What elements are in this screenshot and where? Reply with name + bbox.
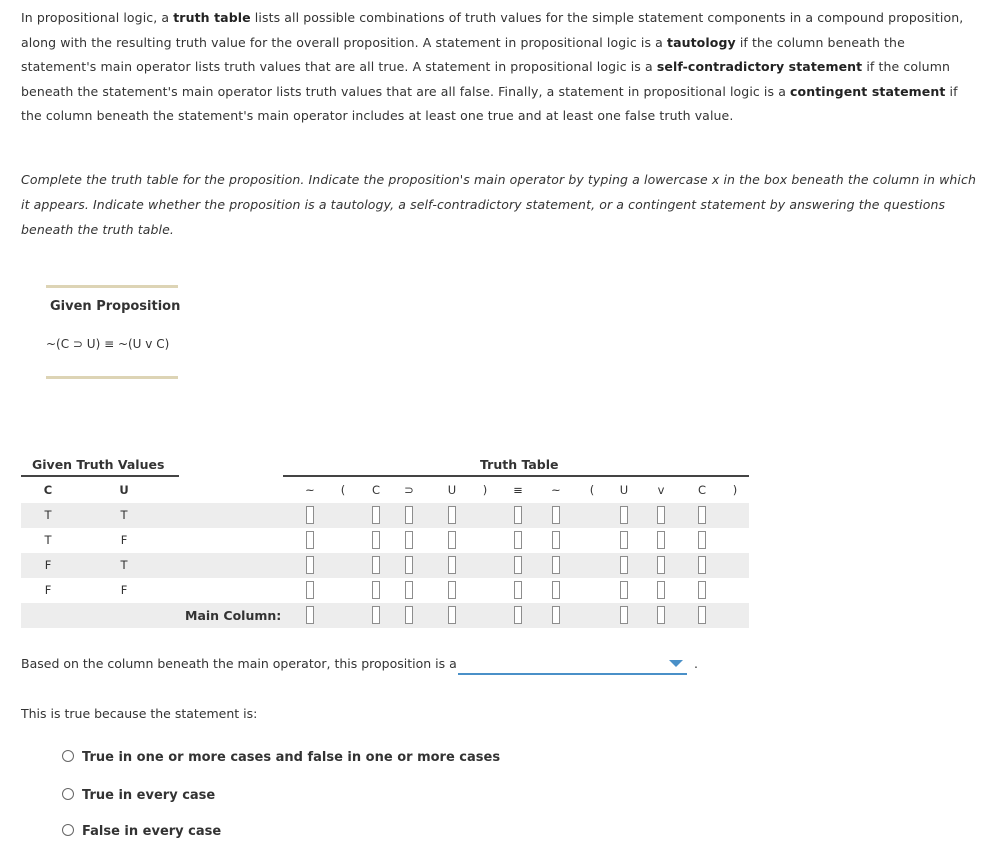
- symbol-header: (: [589, 483, 595, 497]
- given-col-header-u: U: [119, 483, 129, 497]
- given-col-header-c: C: [43, 483, 53, 497]
- truth-value-input[interactable]: [657, 506, 665, 524]
- term-contingent: contingent statement: [790, 83, 946, 99]
- truth-value-input[interactable]: [620, 581, 628, 599]
- truth-value-input[interactable]: [306, 506, 314, 524]
- main-column-input[interactable]: [514, 606, 522, 624]
- truth-value-input[interactable]: [552, 506, 560, 524]
- symbol-header: ): [482, 483, 488, 497]
- table-row: [21, 578, 749, 603]
- truth-value-input[interactable]: [405, 581, 413, 599]
- heading-rule: [21, 475, 179, 477]
- truth-value-input[interactable]: [552, 556, 560, 574]
- truth-value-input[interactable]: [552, 581, 560, 599]
- table-row: [21, 528, 749, 553]
- main-column-input[interactable]: [448, 606, 456, 624]
- main-column-label: Main Column:: [185, 608, 282, 623]
- symbol-header: (: [340, 483, 346, 497]
- main-column-input[interactable]: [552, 606, 560, 624]
- truth-value-input[interactable]: [514, 506, 522, 524]
- given-value: F: [44, 583, 52, 597]
- truth-value-input[interactable]: [698, 531, 706, 549]
- main-column-input[interactable]: [698, 606, 706, 624]
- symbol-header: C: [371, 483, 381, 497]
- given-value: T: [120, 558, 128, 572]
- symbol-header: ~: [551, 483, 561, 497]
- truth-value-input[interactable]: [657, 556, 665, 574]
- truth-value-input[interactable]: [448, 506, 456, 524]
- given-value: F: [44, 558, 52, 572]
- term-tautology: tautology: [667, 34, 736, 50]
- divider: [46, 285, 178, 288]
- symbol-header: ~: [305, 483, 315, 497]
- truth-table-heading: Truth Table: [480, 457, 559, 472]
- truth-value-input[interactable]: [620, 531, 628, 549]
- intro-paragraph: In propositional logic, a truth table lists all possible combinations of truth values for the simple statement components in a compound proposition, along with the resulting truth value for the overall proposition. A statement in propositional logic is a tautology if the column beneath the statement's main operator lists truth values that are all true. A statement in propositional logic is a self-contradictory statement if the column beneath the statement's main operator lists truth values that are all false. Finally, a statement in propositional logic is a contingent statement if the column beneath the statement's main operator includes at least one true and at least one false truth value.: [21, 10, 964, 124]
- table-row: [21, 553, 749, 578]
- truth-value-input[interactable]: [405, 531, 413, 549]
- truth-value-input[interactable]: [620, 506, 628, 524]
- radio-button[interactable]: [62, 824, 74, 836]
- proposition-type-dropdown[interactable]: [458, 654, 687, 675]
- truth-value-input[interactable]: [372, 506, 380, 524]
- main-column-row: [21, 603, 749, 628]
- truth-value-input[interactable]: [514, 581, 522, 599]
- truth-value-input[interactable]: [372, 556, 380, 574]
- instructions: Complete the truth table for the proposition. Indicate the proposition's main operator by typing a lowercase x in the box beneath the column in which it appears. Indicate whether the proposition is a tautology, a self-contradictory statement, or a contingent statement by answering the questions beneath the truth table.: [21, 172, 977, 237]
- truth-value-input[interactable]: [698, 506, 706, 524]
- sentence-period: .: [694, 656, 698, 671]
- truth-value-input[interactable]: [620, 556, 628, 574]
- given-value: T: [44, 533, 52, 547]
- table-row: [21, 503, 749, 528]
- truth-value-input[interactable]: [306, 581, 314, 599]
- truth-value-input[interactable]: [372, 531, 380, 549]
- term-truth-table: truth table: [173, 10, 251, 25]
- truth-value-input[interactable]: [698, 581, 706, 599]
- symbol-header: C: [697, 483, 707, 497]
- truth-value-input[interactable]: [698, 556, 706, 574]
- option-contingent[interactable]: True in one or more cases and false in one or more cases: [62, 750, 500, 765]
- symbol-header: ⊃: [404, 483, 414, 497]
- option-tautology[interactable]: True in every case: [62, 788, 215, 803]
- option-self-contradictory[interactable]: False in every case: [62, 824, 221, 839]
- given-proposition-heading: Given Proposition: [50, 299, 181, 314]
- symbol-header: v: [657, 483, 665, 497]
- caret-down-icon: [669, 660, 683, 667]
- truth-value-input[interactable]: [405, 556, 413, 574]
- divider: [46, 376, 178, 379]
- truth-value-input[interactable]: [448, 531, 456, 549]
- symbol-header: ): [732, 483, 738, 497]
- main-column-input[interactable]: [620, 606, 628, 624]
- heading-rule: [283, 475, 749, 477]
- main-column-input[interactable]: [306, 606, 314, 624]
- truth-value-input[interactable]: [448, 581, 456, 599]
- given-value: T: [120, 508, 128, 522]
- radio-button[interactable]: [62, 788, 74, 800]
- given-value: F: [120, 583, 128, 597]
- term-self-contradictory: self-contradictory statement: [656, 59, 863, 75]
- truth-value-input[interactable]: [405, 506, 413, 524]
- truth-value-input[interactable]: [306, 556, 314, 574]
- truth-value-input[interactable]: [372, 581, 380, 599]
- question-reason: This is true because the statement is:: [21, 706, 258, 721]
- truth-value-input[interactable]: [657, 531, 665, 549]
- truth-value-input[interactable]: [514, 531, 522, 549]
- given-value: T: [44, 508, 52, 522]
- given-value: F: [120, 533, 128, 547]
- main-column-input[interactable]: [657, 606, 665, 624]
- truth-value-input[interactable]: [514, 556, 522, 574]
- given-truth-values-heading: Given Truth Values: [32, 457, 165, 472]
- truth-value-input[interactable]: [306, 531, 314, 549]
- truth-value-input[interactable]: [657, 581, 665, 599]
- symbol-header: ≡: [513, 483, 523, 497]
- truth-value-input[interactable]: [552, 531, 560, 549]
- given-proposition-box: [46, 285, 181, 380]
- truth-value-input[interactable]: [448, 556, 456, 574]
- main-column-input[interactable]: [405, 606, 413, 624]
- symbol-header: U: [447, 483, 457, 497]
- main-column-input[interactable]: [372, 606, 380, 624]
- question-main-operator: Based on the column beneath the main operator, this proposition is a: [21, 656, 457, 671]
- proposition-expression: ~(C ⊃ U) ≡ ~(U v C): [46, 337, 170, 351]
- radio-button[interactable]: [62, 750, 74, 762]
- symbol-header: U: [619, 483, 629, 497]
